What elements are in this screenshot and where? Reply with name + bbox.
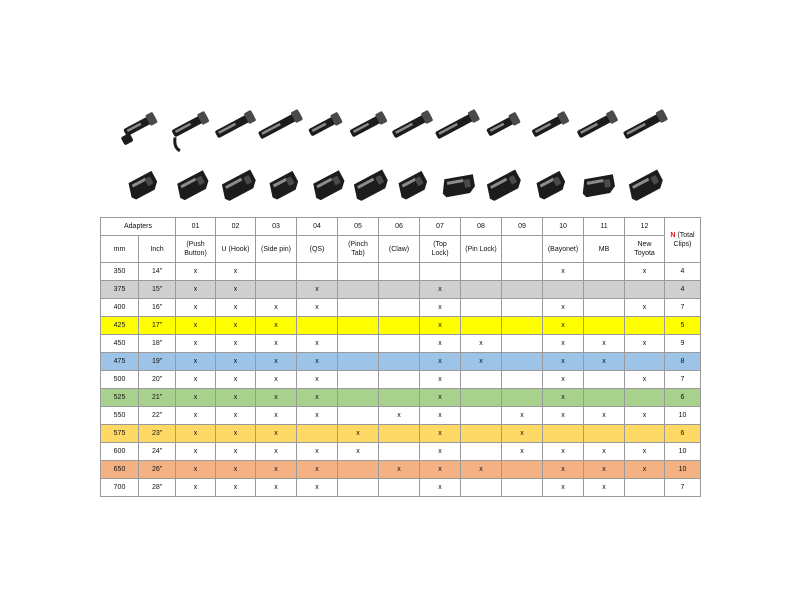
fit-mark: x (420, 317, 461, 335)
fit-mark (584, 299, 625, 317)
fit-mark: x (543, 389, 584, 407)
adapter-name-08 (461, 236, 502, 263)
fit-mark: x (176, 335, 216, 353)
clip-11-icon (580, 174, 616, 197)
fit-mark (461, 317, 502, 335)
total-clips-header (665, 218, 701, 263)
fit-mark (461, 281, 502, 299)
table-row (101, 317, 701, 335)
adapter-09-icon (485, 112, 521, 139)
total-label-line1: (Total (677, 232, 695, 239)
total-label-line2: Clips) (673, 241, 692, 248)
size-inch: 15” (139, 281, 176, 299)
adapter-number-02: 02 (216, 218, 256, 236)
adapter-name-line: Toyota (634, 250, 655, 257)
fit-mark: x (420, 407, 461, 425)
size-mm: 500 (101, 371, 139, 389)
fit-mark: x (297, 461, 338, 479)
fit-mark: x (216, 299, 256, 317)
total-clips: 9 (665, 335, 701, 353)
fit-mark: x (420, 281, 461, 299)
fit-mark: x (216, 353, 256, 371)
fit-mark: x (256, 389, 297, 407)
fit-mark (256, 281, 297, 299)
total-n-letter: N (670, 232, 676, 239)
fit-mark (502, 281, 543, 299)
fit-mark: x (216, 443, 256, 461)
adapter-name-line: Tab) (351, 250, 365, 257)
fit-mark: x (420, 479, 461, 497)
fit-mark: x (256, 299, 297, 317)
fit-mark (338, 335, 379, 353)
size-mm: 650 (101, 461, 139, 479)
size-inch: 19” (139, 353, 176, 371)
fit-mark (338, 371, 379, 389)
fit-mark (502, 371, 543, 389)
fit-mark: x (502, 425, 543, 443)
fit-mark (461, 299, 502, 317)
size-inch: 17” (139, 317, 176, 335)
adapter-number-04: 04 (297, 218, 338, 236)
total-clips: 10 (665, 443, 701, 461)
fit-mark: x (297, 335, 338, 353)
fit-mark: x (543, 335, 584, 353)
fit-mark: x (297, 371, 338, 389)
fit-mark: x (543, 407, 584, 425)
fit-mark: x (176, 371, 216, 389)
fit-mark: x (379, 461, 420, 479)
fit-mark: x (176, 461, 216, 479)
fit-mark: x (216, 425, 256, 443)
fit-mark (379, 389, 420, 407)
total-clips: 4 (665, 263, 701, 281)
fit-mark: x (176, 281, 216, 299)
size-mm: 575 (101, 425, 139, 443)
fit-mark: x (625, 299, 665, 317)
fit-mark: x (256, 353, 297, 371)
fit-mark (584, 263, 625, 281)
fit-mark: x (176, 389, 216, 407)
fit-mark: x (216, 389, 256, 407)
fit-mark: x (176, 317, 216, 335)
fit-mark (502, 317, 543, 335)
table-row (101, 281, 701, 299)
fit-mark: x (338, 425, 379, 443)
fit-mark: x (543, 443, 584, 461)
fit-mark (461, 407, 502, 425)
clip-06-icon (350, 169, 390, 202)
adapter-number-01: 01 (176, 218, 216, 236)
adapter-number-12: 12 (625, 218, 665, 236)
fit-mark: x (461, 353, 502, 371)
fit-mark (379, 425, 420, 443)
fit-mark: x (543, 353, 584, 371)
fit-mark (297, 317, 338, 335)
total-clips: 7 (665, 479, 701, 497)
adapter-name-04 (297, 236, 338, 263)
fit-mark (543, 281, 584, 299)
fit-mark (297, 263, 338, 281)
fit-mark: x (420, 353, 461, 371)
fit-mark: x (543, 317, 584, 335)
fit-mark: x (543, 479, 584, 497)
adapter-name-02 (216, 236, 256, 263)
table-row (101, 461, 701, 479)
fit-mark: x (584, 407, 625, 425)
fit-mark (502, 389, 543, 407)
fit-mark (379, 317, 420, 335)
fit-mark (625, 353, 665, 371)
fit-mark: x (216, 371, 256, 389)
fit-mark: x (256, 317, 297, 335)
fit-mark: x (256, 461, 297, 479)
fit-mark: x (584, 335, 625, 353)
adapter-name-line: (Side pin) (261, 245, 291, 253)
fit-mark (461, 443, 502, 461)
clip-10-icon (533, 171, 568, 201)
fit-mark: x (297, 389, 338, 407)
fit-mark: x (502, 407, 543, 425)
fit-mark (379, 335, 420, 353)
adapter-name-07 (420, 236, 461, 263)
fit-mark (625, 479, 665, 497)
adapter-name-line: New (637, 241, 652, 248)
fit-mark (338, 317, 379, 335)
clip-02-icon (174, 170, 212, 201)
fit-mark: x (256, 479, 297, 497)
adapter-name-01 (176, 236, 216, 263)
adapter-name-05 (338, 236, 379, 263)
fit-mark (256, 263, 297, 281)
fit-mark: x (461, 461, 502, 479)
fit-mark (461, 425, 502, 443)
adapters-label: Adapters (101, 218, 176, 236)
table-row (101, 353, 701, 371)
fit-mark: x (297, 299, 338, 317)
fit-mark: x (176, 479, 216, 497)
adapter-name-line: Button) (184, 250, 207, 257)
adapter-table (100, 217, 701, 497)
adapter-name-line: (Top (433, 241, 447, 248)
adapter-name-line: (Bayonet) (547, 245, 579, 253)
wiper-adapter-compatibility-chart (100, 100, 700, 495)
clip-12-icon (625, 169, 665, 202)
fit-mark (584, 425, 625, 443)
adapter-06-claw-icon (348, 111, 387, 139)
fit-mark (379, 263, 420, 281)
fit-mark: x (379, 407, 420, 425)
fit-mark: x (625, 335, 665, 353)
fit-mark: x (216, 317, 256, 335)
fit-mark: x (216, 461, 256, 479)
fit-mark: x (420, 371, 461, 389)
fit-mark: x (216, 407, 256, 425)
mm-label: mm (101, 236, 139, 263)
fit-mark: x (584, 461, 625, 479)
adapter-number-11: 11 (584, 218, 625, 236)
clip-05-icon (310, 170, 348, 201)
adapter-03-side-pin-icon (214, 110, 257, 140)
total-clips: 4 (665, 281, 701, 299)
fit-mark: x (584, 479, 625, 497)
clip-03-icon (218, 169, 258, 202)
fit-mark: x (297, 479, 338, 497)
fit-mark: x (543, 299, 584, 317)
fit-mark (461, 263, 502, 281)
table-row (101, 443, 701, 461)
table-row (101, 479, 701, 497)
adapter-01-push-button-icon (117, 112, 160, 146)
fit-mark: x (216, 263, 256, 281)
size-mm: 475 (101, 353, 139, 371)
size-mm: 600 (101, 443, 139, 461)
adapter-name-10 (543, 236, 584, 263)
size-inch: 26” (139, 461, 176, 479)
adapter-name-line: (Push (186, 241, 205, 248)
total-clips: 7 (665, 299, 701, 317)
adapter-number-06: 06 (379, 218, 420, 236)
header-row-numbers (101, 218, 701, 236)
fit-mark (461, 479, 502, 497)
fit-mark: x (216, 479, 256, 497)
fit-mark: x (543, 461, 584, 479)
adapter-number-07: 07 (420, 218, 461, 236)
fit-mark (625, 389, 665, 407)
total-clips: 5 (665, 317, 701, 335)
fit-mark: x (297, 443, 338, 461)
table-row (101, 425, 701, 443)
fit-mark (502, 263, 543, 281)
fit-mark: x (176, 425, 216, 443)
size-inch: 18” (139, 335, 176, 353)
adapter-name-line: (Pinch (348, 241, 368, 248)
fit-mark (379, 443, 420, 461)
adapter-number-10: 10 (543, 218, 584, 236)
inch-label: Inch (139, 236, 176, 263)
fit-mark: x (625, 407, 665, 425)
adapter-name-line: U (Hook) (221, 245, 250, 253)
fit-mark (625, 425, 665, 443)
adapter-name-06 (379, 236, 420, 263)
adapter-name-line: Lock) (431, 250, 449, 257)
total-clips: 8 (665, 353, 701, 371)
size-inch: 23” (139, 425, 176, 443)
fit-mark: x (297, 281, 338, 299)
table-row (101, 371, 701, 389)
fit-mark (338, 479, 379, 497)
fit-mark: x (176, 443, 216, 461)
fit-mark: x (256, 425, 297, 443)
adapter-number-05: 05 (338, 218, 379, 236)
fit-mark (379, 371, 420, 389)
fit-mark (379, 479, 420, 497)
fit-mark: x (420, 299, 461, 317)
size-inch: 16” (139, 299, 176, 317)
size-inch: 28” (139, 479, 176, 497)
fit-mark (297, 425, 338, 443)
adapter-name-03 (256, 236, 297, 263)
fit-mark: x (216, 281, 256, 299)
size-mm: 400 (101, 299, 139, 317)
fit-mark: x (338, 443, 379, 461)
size-mm: 350 (101, 263, 139, 281)
total-clips: 10 (665, 461, 701, 479)
adapter-number-09: 09 (502, 218, 543, 236)
fit-mark: x (256, 335, 297, 353)
size-inch: 22” (139, 407, 176, 425)
adapter-name-line: MB (598, 245, 610, 253)
clip-09-icon (483, 169, 523, 202)
total-clips: 6 (665, 389, 701, 407)
size-mm: 425 (101, 317, 139, 335)
fit-mark: x (216, 335, 256, 353)
fit-mark (420, 263, 461, 281)
fit-mark: x (420, 335, 461, 353)
clip-01-icon (125, 171, 160, 201)
size-inch: 14” (139, 263, 176, 281)
clip-07-icon (395, 171, 430, 201)
fit-mark (338, 299, 379, 317)
adapter-illustrations (100, 100, 700, 217)
total-clips: 7 (665, 371, 701, 389)
size-inch: 21” (139, 389, 176, 407)
fit-mark (502, 353, 543, 371)
adapter-11-mb-icon (576, 110, 619, 140)
fit-mark: x (625, 461, 665, 479)
fit-mark: x (176, 407, 216, 425)
fit-mark (338, 353, 379, 371)
size-mm: 375 (101, 281, 139, 299)
fit-mark (625, 281, 665, 299)
fit-mark (502, 335, 543, 353)
adapter-08-pin-lock-icon (434, 109, 480, 141)
fit-mark (502, 461, 543, 479)
size-mm: 525 (101, 389, 139, 407)
fit-mark (379, 353, 420, 371)
fit-mark: x (420, 425, 461, 443)
fit-mark: x (543, 263, 584, 281)
fit-mark: x (461, 335, 502, 353)
fit-mark: x (625, 443, 665, 461)
fit-mark (338, 389, 379, 407)
fit-mark (584, 389, 625, 407)
fit-mark: x (256, 371, 297, 389)
table-row (101, 407, 701, 425)
fit-mark (338, 281, 379, 299)
fit-mark: x (297, 353, 338, 371)
fit-mark (338, 407, 379, 425)
adapter-05-pinch-tab-icon (307, 112, 343, 139)
size-mm: 450 (101, 335, 139, 353)
fit-mark: x (625, 263, 665, 281)
fit-mark (584, 317, 625, 335)
clip-08-icon (440, 174, 476, 197)
fit-mark: x (584, 353, 625, 371)
fit-mark (625, 317, 665, 335)
fit-mark (461, 389, 502, 407)
header-row-names (101, 236, 701, 263)
total-clips: 10 (665, 407, 701, 425)
size-inch: 20” (139, 371, 176, 389)
adapter-07-top-lock-icon (391, 110, 434, 140)
fit-mark: x (176, 353, 216, 371)
fit-mark (379, 299, 420, 317)
fit-mark (584, 281, 625, 299)
size-mm: 700 (101, 479, 139, 497)
adapter-name-line: (QS) (309, 245, 325, 253)
fit-mark (338, 263, 379, 281)
fit-mark: x (297, 407, 338, 425)
size-mm: 550 (101, 407, 139, 425)
adapter-04-qs-icon (257, 109, 303, 141)
adapter-10-bayonet-icon (530, 111, 569, 139)
fit-mark: x (256, 443, 297, 461)
adapter-name-11 (584, 236, 625, 263)
adapter-name-09 (502, 236, 543, 263)
total-clips: 6 (665, 425, 701, 443)
fit-mark (461, 371, 502, 389)
fit-mark (543, 425, 584, 443)
adapter-name-line: (Pin Lock) (465, 245, 497, 253)
adapter-name-line: (Claw) (388, 245, 410, 253)
fit-mark (502, 479, 543, 497)
fit-mark: x (420, 461, 461, 479)
fit-mark: x (256, 407, 297, 425)
fit-mark: x (420, 389, 461, 407)
fit-mark (502, 299, 543, 317)
size-inch: 24” (139, 443, 176, 461)
table-row (101, 335, 701, 353)
fit-mark: x (502, 443, 543, 461)
table-row (101, 389, 701, 407)
fit-mark: x (625, 371, 665, 389)
adapter-02-u-hook-icon (167, 111, 215, 152)
adapter-number-08: 08 (461, 218, 502, 236)
fit-mark (584, 371, 625, 389)
fit-mark: x (176, 263, 216, 281)
adapter-12-new-toyota-icon (622, 109, 668, 141)
fit-mark (379, 281, 420, 299)
clip-04-icon (266, 171, 301, 201)
table-row (101, 263, 701, 281)
fit-mark: x (176, 299, 216, 317)
fit-mark: x (420, 443, 461, 461)
fit-mark: x (543, 371, 584, 389)
fit-mark (338, 461, 379, 479)
table-row (101, 299, 701, 317)
adapter-name-12 (625, 236, 665, 263)
fit-mark: x (584, 443, 625, 461)
adapter-number-03: 03 (256, 218, 297, 236)
